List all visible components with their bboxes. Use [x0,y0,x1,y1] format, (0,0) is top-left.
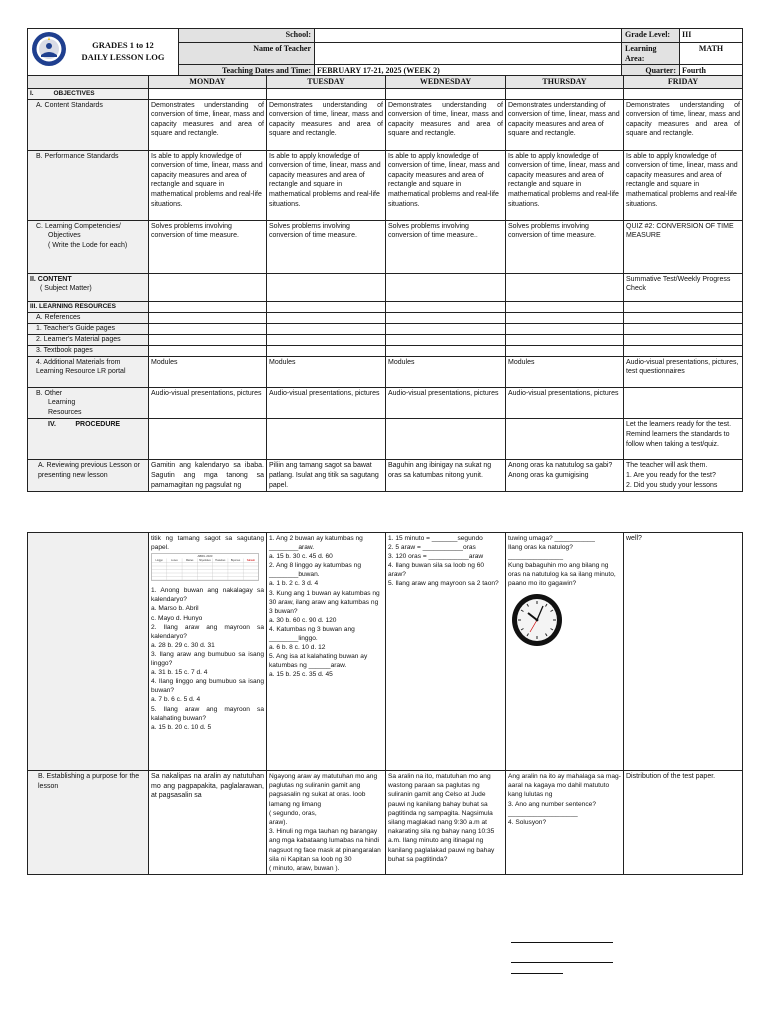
monday-line-8: 4. Ilang linggo ang bumubuo sa isang buwan? [151,678,264,695]
monday-line-0: titik ng tamang sagot sa sagutang papel. [151,535,264,552]
school-value[interactable] [315,29,622,43]
additional-materials-label: 4. Additional Materials from Learning Resource LR portal [28,356,149,387]
day-header-thursday: THURSDAY [506,76,624,89]
competencies-label-line3: ( Write the Lode for each) [48,241,128,249]
monday-line-5: a. 28 b. 29 c. 30 d. 31 [151,641,215,649]
monday-line-2: a. Marso b. Abril [151,605,199,613]
header-block [27,28,742,79]
learners-material-label: 2. Learner's Material pages [28,334,149,345]
tuesday-line-4: 3. Kung ang 1 buwan ay katumbas ng 30 araw, ilang araw ang katumbas ng 3 buwan? [269,589,380,615]
wall-clock-icon [510,592,621,651]
tuesday-line-8: 5. Ang isa at kalahating buwan ay katumbas ng ______araw. [269,653,368,670]
calendar-day-name: Miyerkules [199,559,211,563]
reviewing-continued-friday[interactable]: well? [624,533,743,771]
signature-line-3[interactable] [511,973,563,974]
other-friday[interactable] [624,387,743,419]
content-thursday[interactable] [506,273,624,301]
procedure-wednesday[interactable] [386,419,506,460]
teachers-guide-row [28,323,743,334]
procedure-thursday[interactable] [506,419,624,460]
reviewing-tuesday[interactable]: Piliin ang tamang sagot sa bawat patlang. Isulat ang titik sa sagutang papel. [267,460,386,492]
monday-line-4: 2. Ilang araw ang mayroon sa kalendaryo? [151,623,264,640]
additional-wednesday[interactable]: Modules [386,356,506,387]
resources-label: III. LEARNING RESOURCES [28,301,149,312]
performance-standards-friday[interactable]: Is able to apply knowledge of conversion of time, linear, mass and capacity measures and area of rectangle and square in mathematical problems and real-life situations. [624,150,743,220]
day-header-row [28,76,743,89]
content-standards-tuesday[interactable]: Demonstrates understanding of conversion of time, linear, mass and capacity measures and area of square and rectangle. [267,99,386,150]
content-standards-thursday[interactable]: Demonstrates understanding of conversion of time, linear, mass and capacity measures and area of square and rectangle. [506,99,624,150]
header-title-line1: GRADES 1 to 12 [92,40,154,50]
other-resources-label [28,387,149,419]
additional-tuesday[interactable]: Modules [267,356,386,387]
reviewing-continued-monday[interactable] [149,533,267,771]
tuesday-line-2: 2. Ang 8 linggo ay katumbas ng ________buwan. [269,562,362,579]
tuesday-line-1: a. 15 b. 30 c. 45 d. 60 [269,553,333,561]
monday-line-1: 1. Anong buwan ang nakalagay sa kalendaryo? [151,587,264,604]
tuesday-line-3: a. 1 b. 2 c. 3 d. 4 [269,580,319,588]
content-label-line2: ( Subject Matter) [40,285,92,293]
reviewing-continued-row [28,533,743,771]
monday-line-3: c. Mayo d. Hunyo [151,614,203,622]
wednesday-line-0: 1. 15 minuto = _______segundo [388,535,483,542]
wednesday-line-3: 4. Ilang buwan sila sa loob ng 60 araw? [388,562,485,579]
other-resources-line1: B. Other [36,389,63,397]
content-tuesday[interactable] [267,273,386,301]
competencies-label-line1: C. Learning Competencies/ [36,222,121,230]
references-row [28,312,743,323]
content-wednesday[interactable] [386,273,506,301]
other-monday[interactable]: Audio-visual presentations, pictures [149,387,267,419]
performance-standards-label: B. Performance Standards [28,150,149,220]
reviewing-thursday[interactable]: Anong oras ka natutulog sa gabi? Anong oras ka gumigising [506,460,624,492]
additional-thursday[interactable]: Modules [506,356,624,387]
procedure-friday[interactable]: Let the learners ready for the test. Remind learners the standards to follow when taking a test/quiz. [624,419,743,460]
thursday-line-3: Kung babaguhin mo ang bilang ng oras na natutulog ka sa ilang minuto, paano mo ito gagawin? [508,562,616,588]
signature-line-1[interactable] [511,942,613,943]
school-label: School: [179,29,315,43]
content-standards-friday[interactable]: Demonstrates understanding of conversion of time, linear, mass and capacity measures and area of square and rectangle. [624,99,743,150]
resources-row [28,301,743,312]
content-monday[interactable] [149,273,267,301]
learners-material-row [28,334,743,345]
wednesday-line-4: 5. Ilang araw ang mayroon sa 2 taon? [388,580,499,588]
content-standards-wednesday[interactable]: Demonstrates understanding of conversion of time, linear, mass and capacity measures and area of square and rectangle. [386,99,506,150]
content-standards-row [28,99,743,150]
purpose-monday[interactable]: Sa nakalipas na aralin ay natutuhan mo ang pagpapakita, paglalarawan, at pagsasalin sa [149,771,267,875]
teacher-label: Name of Teacher [179,43,315,65]
dates-label: Teaching Dates and Time: [179,65,315,79]
performance-standards-thursday[interactable]: Is able to apply knowledge of conversion of time, linear, mass and capacity measures and area of rectangle and square in mathematical problems and real-life situations. [506,150,624,220]
day-header-wednesday: WEDNESDAY [386,76,506,89]
content-label-line1: II. CONTENT [30,275,72,283]
calendar-image [151,553,264,584]
quarter-label: Quarter: [622,65,680,79]
competencies-row [28,220,743,273]
reviewing-monday[interactable]: Gamitin ang kalendaryo sa ibaba. Sagutin ang mga tanong sa pamamagitan ng pagsulat ng [149,460,267,492]
objectives-num: I. [30,89,34,97]
calendar-day-name: Sabado [246,559,255,563]
textbook-label: 3. Textbook pages [28,345,149,356]
thursday-line-2: _______________ [508,553,564,561]
monday-line-10: 5. Ilang araw ang mayroon sa kalahating buwan? [151,705,264,722]
competencies-label-line2: Objectives [48,232,81,240]
reviewing-continued-thursday[interactable] [506,533,624,771]
other-wednesday[interactable]: Audio-visual presentations, pictures [386,387,506,419]
objectives-row [28,88,743,99]
purpose-label: B. Establishing a purpose for the lesson [28,771,149,875]
performance-standards-row [28,150,743,220]
content-standards-label: A. Content Standards [28,99,149,150]
calendar-day-name: Huwebes [215,559,226,563]
header-title-cell [28,29,179,79]
competencies-tuesday[interactable]: Solves problems involving conversion of time measure. [267,220,386,273]
procedure-row [28,419,743,460]
procedure-monday[interactable] [149,419,267,460]
additional-friday[interactable]: Audio-visual presentations, pictures, test questionnaires [624,356,743,387]
additional-monday[interactable]: Modules [149,356,267,387]
reviewing-friday[interactable]: The teacher will ask them. 1. Are you ready for the test? 2. Did you study your lessons [624,460,743,492]
calendar-day-name: Biyernes [230,559,241,563]
deped-seal-icon [31,31,67,67]
competencies-monday[interactable]: Solves problems involving conversion of time measure. [149,220,267,273]
lesson-table-part2 [27,532,742,875]
area-value[interactable]: MATH [680,43,743,65]
tuesday-line-0: 1. Ang 2 buwan ay katumbas ng ________araw. [269,535,363,552]
thursday-line-1: Ilang oras ka natulog? [508,544,573,552]
day-header-blank [28,76,149,89]
quarter-value[interactable]: Fourth [680,65,743,79]
calendar-day-name: Martes [186,559,194,563]
wednesday-line-1: 2. 5 araw = ___________oras [388,544,476,552]
teacher-value[interactable] [315,43,622,65]
grade-label: Grade Level: [622,29,680,43]
performance-standards-monday[interactable]: Is able to apply knowledge of conversion of time, linear, mass and capacity measures and area of rectangle and square in mathematical problems and real-life situations. [149,150,267,220]
header-title-line2: DAILY LESSON LOG [81,52,165,62]
performance-standards-tuesday[interactable]: Is able to apply knowledge of conversion of time, linear, mass and capacity measures and area of rectangle and square in mathematical problems and real-life situations. [267,150,386,220]
textbook-row [28,345,743,356]
signature-line-2[interactable] [511,962,613,963]
other-thursday[interactable]: Audio-visual presentations, pictures [506,387,624,419]
lesson-table-part1 [27,75,742,492]
monday-line-9: a. 7 b. 6 c. 5 d. 4 [151,696,201,704]
reviewing-row [28,460,743,492]
tuesday-line-6: 4. Katumbas ng 3 buwan ang ________linggo. [269,625,355,643]
other-resources-line2: Learning [48,399,76,407]
procedure-label: IV. PROCEDURE [28,419,149,460]
thursday-line-0: tuwing umaga? ___________ [508,535,595,542]
teachers-guide-label: 1. Teacher's Guide pages [28,323,149,334]
day-header-tuesday: TUESDAY [267,76,386,89]
wednesday-line-2: 3. 120 oras = ___________araw [388,553,484,561]
monday-line-11: a. 15 b. 20 c. 10 d. 5 [151,723,212,731]
performance-standards-wednesday[interactable]: Is able to apply knowledge of conversion of time, linear, mass and capacity measures and area of rectangle and square in mathematical problems and real-life situations. [386,150,506,220]
references-label: A. References [28,312,149,323]
calendar-month-label: ABRIL 2023 [197,554,213,559]
competencies-friday[interactable]: QUIZ #2: CONVERSION OF TIME MEASURE [624,220,743,273]
day-header-friday: FRIDAY [624,76,743,89]
tuesday-line-7: a. 6 b. 8 c. 10 d. 12 [269,644,326,652]
monday-line-7: a. 31 b. 15 c. 7 d. 4 [151,669,208,677]
dates-value[interactable]: FEBRUARY 17-21, 2025 (WEEK 2) [315,65,622,79]
reviewing-continued-tuesday[interactable] [267,533,386,771]
competencies-wednesday[interactable]: Solves problems involving conversion of time measure.. [386,220,506,273]
reviewing-wednesday[interactable]: Baguhin ang ibinigay na sukat ng oras sa katumbas nitong yunit. [386,460,506,492]
area-label: Learning Area: [622,43,680,65]
other-resources-line3: Resources [48,408,82,416]
competencies-label [28,220,149,273]
reviewing-continued-wednesday[interactable] [386,533,506,771]
objectives-text: OBJECTIVES [53,89,95,97]
calendar-day-name: Linggo [155,559,163,563]
purpose-thursday[interactable]: Ang aralin na ito ay mahalaga sa mag-aaral na kagaya mo dahil matututo kang lulutas ng 3. Ano ang number sentence? ___________________ 4. Solusyon? [506,771,624,875]
content-standards-monday[interactable]: Demonstrates understanding of conversion of time, linear, mass and capacity measures and area of square and rectangle. [149,99,267,150]
grade-value[interactable]: III [680,29,743,43]
additional-materials-row [28,356,743,387]
purpose-tuesday[interactable]: Ngayong araw ay matutuhan mo ang paglutas ng suliranin gamit ang pagsasalin ng sukat at oras. loob lamang ng limang ( segundo, oras, araw). 3. Hinuli ng mga tauhan ng barangay ang mga kabataang lumabas na hindi nagsuot ng face mask at pinangaralan sila ni Kapitan sa loob ng 30 ( minuto, araw, buwan ). [267,771,386,875]
objectives-label [28,88,149,99]
calendar-image-svg [151,553,259,581]
other-tuesday[interactable]: Audio-visual presentations, pictures [267,387,386,419]
competencies-thursday[interactable]: Solves problems involving conversion of time measure. [506,220,624,273]
other-resources-row [28,387,743,419]
day-header-monday: MONDAY [149,76,267,89]
purpose-friday[interactable]: Distribution of the test paper. [624,771,743,875]
tuesday-line-5: a. 30 b. 60 c. 90 d. 120 [269,616,337,624]
purpose-row [28,771,743,875]
tuesday-line-9: a. 15 b. 25 c. 35 d. 45 [269,671,333,679]
reviewing-label: A. Reviewing previous Lesson or presenting new lesson [28,460,149,492]
reviewing-continued-label [28,533,149,771]
calendar-day-name: Lunes [171,559,178,563]
purpose-wednesday[interactable]: Sa aralin na ito, matutuhan mo ang wastong paraan sa paglutas ng suliranin gamit ang Celso at Jude pauwi ng kanilang bahay buhat sa pagtitinda ng sampagita. Nagsimula silang maglakad nang 9:30 a.m at nakarating sila ng bahay nang 10:35 a.m. Ilang minuto ang itinagal ng kanilang paglalakad pauwi ng bahay buhat sa pagtitinda? [386,771,506,875]
procedure-tuesday[interactable] [267,419,386,460]
content-row [28,273,743,301]
content-friday[interactable]: Summative Test/Weekly Progress Check [624,273,743,301]
monday-line-6: 3. Ilang araw ang bumubuo sa isang linggo? [151,650,264,668]
content-label [28,273,149,301]
